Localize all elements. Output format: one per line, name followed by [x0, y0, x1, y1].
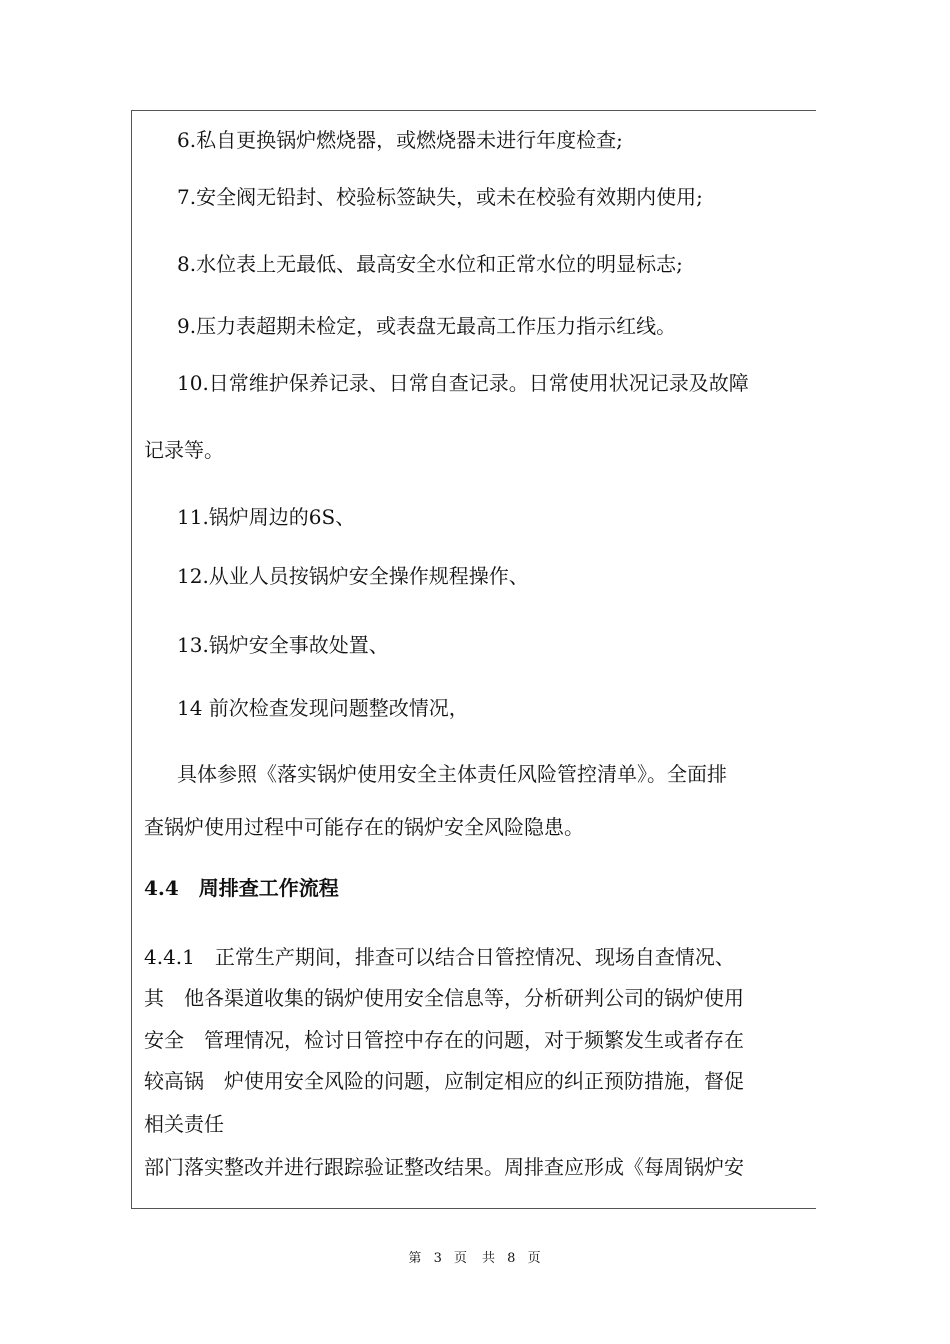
- section-body-line-2: 其 他各渠道收集的锅炉使用安全信息等，分析研判公司的锅炉使用: [144, 986, 744, 1010]
- list-item-10-continued: 记录等。: [144, 438, 224, 462]
- footer-suffix: 页: [527, 1251, 542, 1266]
- section-body-line-4: 较高锅 炉使用安全风险的问题，应制定相应的纠正预防措施，督促: [144, 1069, 744, 1093]
- section-body-line-3: 安全 管理情况，检讨日管控中存在的问题，对于频繁发生或者存在: [144, 1028, 744, 1052]
- list-item-8: 8.水位表上无最低、最高安全水位和正常水位的明显标志;: [177, 252, 683, 276]
- list-item-10: 10.日常维护保养记录、日常自查记录。日常使用状况记录及故障: [177, 371, 749, 395]
- list-item-9: 9.压力表超期未检定，或表盘无最高工作压力指示红线。: [177, 314, 677, 338]
- list-item-6: 6.私自更换锅炉燃烧器，或燃烧器未进行年度检查;: [177, 128, 623, 152]
- section-heading: 4.4 周排查工作流程: [144, 876, 339, 900]
- section-body-line-5: 相关责任: [144, 1112, 224, 1136]
- section-body-line-6: 部门落实整改并进行跟踪验证整改结果。周排查应形成《每周锅炉安: [144, 1155, 744, 1179]
- list-item-13: 13.锅炉安全事故处置、: [177, 633, 389, 657]
- section-body-line-1: 4.4.1 正常生产期间，排查可以结合日管控情况、现场自查情况、: [144, 945, 735, 969]
- reference-paragraph-line-2: 查锅炉使用过程中可能存在的锅炉安全风险隐患。: [144, 815, 584, 839]
- footer-mid: 页 共: [453, 1251, 496, 1266]
- footer-prefix: 第: [408, 1251, 423, 1266]
- current-page-number: 3: [433, 1251, 443, 1266]
- list-item-12: 12.从业人员按锅炉安全操作规程操作、: [177, 564, 529, 588]
- list-item-14: 14 前次检查发现问题整改情况，: [177, 696, 469, 720]
- reference-paragraph-line-1: 具体参照《落实锅炉使用安全主体责任风险管控清单》。全面排: [177, 762, 727, 786]
- page-footer: [0, 1247, 950, 1266]
- total-pages-number: 8: [507, 1251, 517, 1266]
- list-item-7: 7.安全阀无铅封、校验标签缺失，或未在校验有效期内使用;: [177, 185, 703, 209]
- list-item-11: 11.锅炉周边的6S、: [177, 505, 356, 529]
